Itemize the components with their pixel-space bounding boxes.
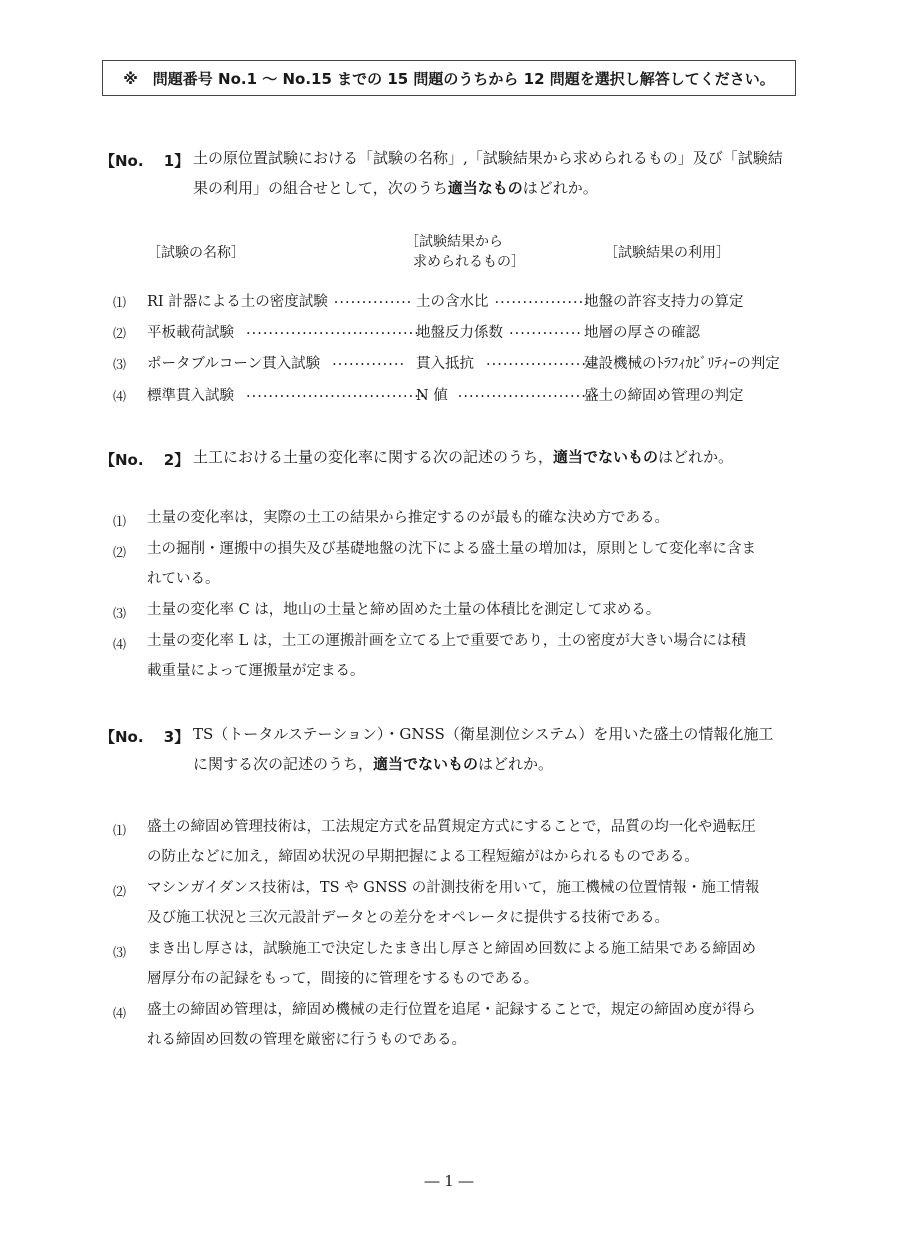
stem-text: はどれか。: [478, 755, 554, 773]
option-text: [147, 995, 807, 1055]
stem-text: に関する次の記述のうち，: [193, 755, 374, 773]
table-row-result: [416, 321, 582, 342]
question-3-stem: [193, 719, 803, 779]
stem-text: はどれか。: [658, 448, 734, 466]
option-line: 及び施工状況と三次元設計データとの差分をオペレータに提供する技術である。: [147, 910, 669, 926]
option-number: ⑵: [113, 885, 127, 900]
test-name: ポータブルコーン貫入試験: [147, 356, 321, 372]
option-line: れる締固め回数の管理を厳密に行うものである。: [147, 1032, 466, 1048]
leader-dots: ····················: [486, 357, 599, 373]
question-3-stem-line2: [193, 749, 803, 779]
option-line: の防止などに加え，締固め状況の早期把握による工程短縮がはかられるものである。: [147, 849, 699, 865]
option-number: ⑴: [113, 824, 127, 839]
option-text: [147, 534, 807, 594]
table-header-result-line1: ［試験結果から: [405, 234, 503, 250]
option-text: [147, 626, 807, 686]
page-number: ― 1 ―: [424, 1172, 474, 1190]
option-line: 載重量によって運搬量が定まる。: [147, 663, 365, 679]
question-3-number: 【No. 3】: [100, 728, 190, 746]
test-result: 貫入抵抗: [416, 356, 474, 372]
table-header-name: ［試験の名称］: [147, 245, 245, 261]
question-3-stem-line1: TS（トータルステーション）・GNSS（衛星測位システム）を用いた盛土の情報化施工: [193, 725, 774, 743]
stem-text: 果の利用」の組合せとして，次のうち: [193, 179, 448, 197]
row-number: ⑴: [113, 296, 127, 311]
instruction-text: ※ 問題番号 No.1 ～ No.15 までの 15 問題のうちから 12 問題を選択し解答してください。: [123, 70, 775, 88]
leader-dots: ·················: [494, 295, 590, 311]
option-line: 土の掘削・運搬中の損失及び基礎地盤の沈下による盛土量の増加は，原則として変化率に含ま: [147, 541, 756, 557]
table-header-result-line2: 求められるもの］: [413, 254, 525, 270]
test-result: N 値: [416, 388, 448, 404]
table-row: [147, 352, 406, 373]
option-text: [147, 934, 807, 994]
option-line: まき出し厚さは，試験施工で決定したまき出し厚さと締固め回数による施工結果である締固め: [147, 941, 756, 957]
option-number: ⑶: [113, 607, 127, 622]
option-line: 盛土の締固め管理は，締固め機械の走行位置を追尾・記録することで，規定の締固め度が得ら: [147, 1002, 756, 1018]
table-row-result: [416, 290, 590, 311]
test-use: 地層の厚さの確認: [584, 325, 700, 341]
option-line: 層厚分布の記録をもって，間接的に管理をするものである。: [147, 971, 539, 987]
question-1-stem-line2: [193, 173, 803, 203]
option-text: [147, 873, 807, 933]
option-line: れている。: [147, 571, 220, 587]
table-header-use: ［試験結果の利用］: [604, 245, 730, 261]
option-number: ⑴: [113, 515, 127, 530]
question-1-number: 【No. 1】: [100, 152, 190, 170]
option-line: 盛土の締固め管理技術は，工法規定方式を品質規定方式にすることで，品質の均一化や過転圧: [147, 819, 756, 835]
test-name: 平板載荷試験: [147, 325, 234, 341]
option-line: 土量の変化率 C は，地山の土量と締め固めた土量の体積比を測定して求める。: [147, 602, 661, 618]
option-number: ⑷: [113, 638, 127, 653]
option-number: ⑷: [113, 1007, 127, 1022]
option-text: [147, 812, 807, 872]
option-line: 土量の変化率 L は，土工の運搬計画を立てる上で重要であり，土の密度が大きい場合には積: [147, 633, 746, 649]
leader-dots: ································: [246, 326, 426, 342]
table-row: [147, 321, 426, 342]
test-result: 地盤反力係数: [416, 325, 503, 341]
question-2-stem: [193, 442, 803, 472]
test-name: RI 計器による土の密度試験: [147, 294, 328, 310]
test-result: 土の含水比: [416, 294, 489, 310]
table-row: [147, 384, 426, 405]
test-use: 盛土の締固め管理の判定: [584, 388, 744, 404]
leader-dots: ··············: [333, 295, 413, 311]
leader-dots: ································: [246, 389, 426, 405]
question-1-stem: [193, 143, 803, 203]
option-number: ⑶: [113, 946, 127, 961]
instruction-box: [102, 60, 796, 96]
option-line: 土量の変化率は，実際の土工の結果から推定するのが最も的確な決め方である。: [147, 510, 669, 526]
stem-text: はどれか。: [522, 179, 598, 197]
table-header-result: [405, 232, 525, 272]
test-name: 標準貫入試験: [147, 388, 234, 404]
option-text: [147, 503, 807, 533]
question-1-stem-line1: 土の原位置試験における「試験の名称」,「試験結果から求められるもの」及び「試験結: [193, 149, 783, 167]
table-row: [147, 290, 413, 311]
row-number: ⑶: [113, 358, 127, 373]
stem-emphasis: 適当でないもの: [553, 448, 659, 466]
stem-emphasis: 適当でないもの: [373, 755, 479, 773]
leader-dots: ·························: [457, 389, 599, 405]
row-number: ⑵: [113, 327, 127, 342]
stem-emphasis: 適当なもの: [447, 179, 523, 197]
stem-text: 土工における土量の変化率に関する次の記述のうち，: [193, 448, 554, 466]
table-row-result: [416, 384, 599, 405]
table-row-result: [416, 352, 599, 373]
leader-dots: ·············: [332, 357, 406, 373]
test-use: 建設機械のﾄﾗﾌｨｶﾋﾞﾘﾃｨｰの判定: [584, 356, 780, 372]
question-2-number: 【No. 2】: [100, 451, 190, 469]
option-number: ⑵: [113, 546, 127, 561]
row-number: ⑷: [113, 390, 127, 405]
option-line: マシンガイダンス技術は，TS や GNSS の計測技術を用いて，施工機械の位置情報・施工情報: [147, 880, 760, 896]
option-text: [147, 595, 807, 625]
leader-dots: ·············: [509, 326, 582, 342]
test-use: 地盤の許容支持力の算定: [584, 294, 744, 310]
